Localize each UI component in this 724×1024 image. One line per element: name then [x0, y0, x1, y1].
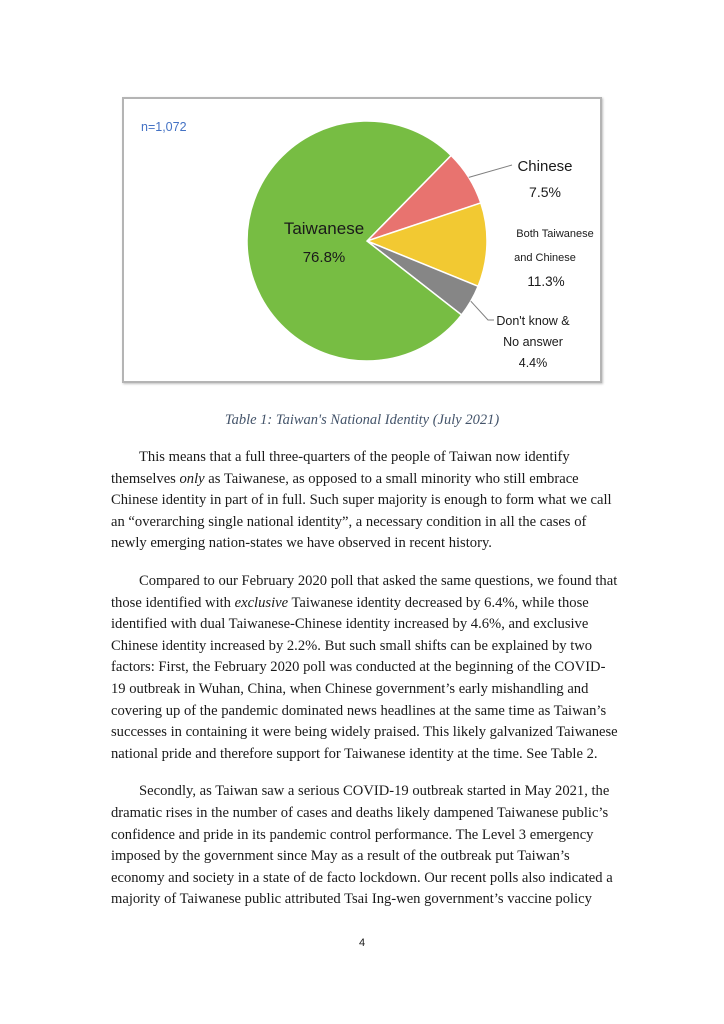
- pie-label-dontknow-line1: Don't know &: [496, 314, 570, 328]
- emphasis-only: only: [179, 470, 205, 487]
- paragraph-1: This means that a full three-quarters of the people of Taiwan now identify themselves only as Taiwanese, as opposed to a small minority who still embrace Chinese identity in part of in full. Such super majority is enough to form what we call an “overarching single national identity”, a necessary condition in all the cases of newly emerging nation-states we have observed in recent history.: [111, 449, 612, 552]
- pie-label-both-line2: and Chinese: [514, 252, 576, 264]
- page-number: 4: [358, 937, 366, 949]
- pie-label-dontknow-line2: No answer: [503, 335, 563, 349]
- leader-line-dontknow: [471, 301, 494, 320]
- paragraph-3: Secondly, as Taiwan saw a serious COVID-19 outbreak started in May 2021, the dramatic rises in the number of cases and deaths likely dampened Taiwanese public’s confidence and pride in its pandemic control performance. The Level 3 emergency imposed by the government since May as a result of the outbreak put Taiwan’s economy and society in a state of de facto lockdown. Our recent polls also indicated a majority of Taiwanese public attributed Tsai Ing-wen government’s vaccine policy: [111, 783, 613, 908]
- sample-size-note: n=1,072: [141, 120, 187, 134]
- paragraph-2: Compared to our February 2020 poll that asked the same questions, we found that those identified with exclusive Taiwanese identity decreased by 6.4%, while those identified with dual Taiwanese-Chinese identity increased by 4.6%, and exclusive Chinese identity increased by 2.2%. But such small shifts can be explained by two factors: First, the February 2020 poll was conducted at the beginning of the COVID-19 outbreak in Wuhan, China, when Chinese government’s early mishandling and covering up of the pandemic dominated news headlines at the same time as Taiwan’s successes in containing it were being widely praised. This likely galvanized Taiwanese national pride and therefore support for Taiwanese identity at the time. See Table 2.: [111, 572, 618, 762]
- pie-value-chinese: 7.5%: [529, 184, 561, 200]
- pie-value-taiwanese: 76.8%: [302, 249, 346, 266]
- pie-value-both: 11.3%: [527, 274, 565, 289]
- pie-value-dontknow: 4.4%: [518, 356, 548, 370]
- pie-chart: [124, 99, 600, 381]
- emphasis-exclusive: exclusive: [234, 594, 289, 611]
- pie-chart-figure: [122, 97, 602, 383]
- leader-line-chinese: [469, 165, 512, 177]
- body-text: [111, 447, 619, 927]
- pie-label-chinese: Chinese: [517, 158, 573, 175]
- pie-label-both-line1: Both Taiwanese: [516, 228, 594, 240]
- table-caption: Table 1: Taiwan's National Identity (July 2021): [224, 412, 500, 428]
- pie-label-taiwanese: Taiwanese: [283, 219, 365, 238]
